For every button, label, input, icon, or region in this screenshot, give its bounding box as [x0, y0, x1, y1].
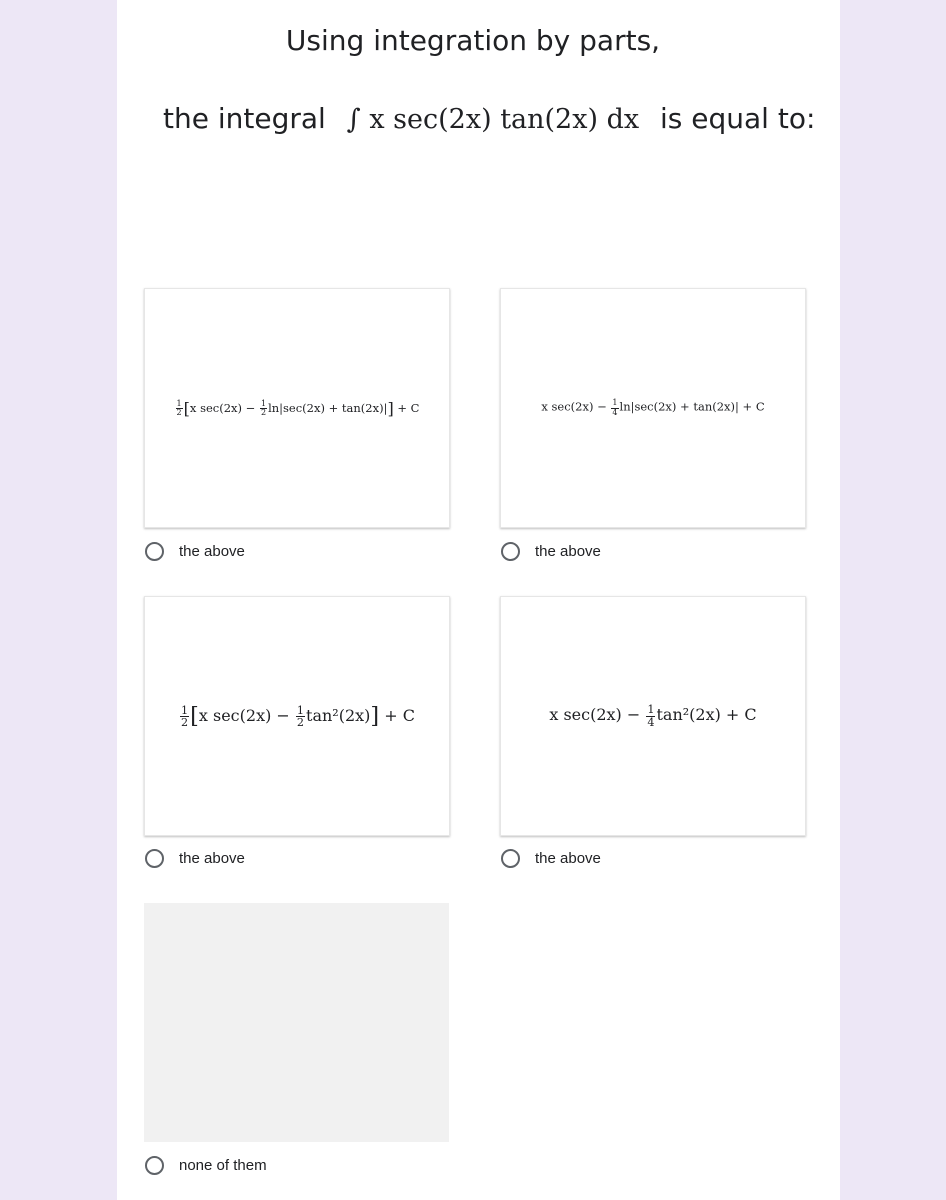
option-1-choice[interactable]: [145, 542, 245, 561]
option-4-formula: x sec(2x) − $\frac{1}{4}$ tan²(2x) + C: [549, 703, 757, 729]
inner-fraction: $\frac{1}{4}$: [612, 398, 618, 417]
option-4-image: [500, 596, 806, 836]
option-3-formula: $\frac{1}{2}$ [x sec(2x) − $\frac{1}{2}$ tan²(2x)] + C: [181, 703, 415, 729]
option-2-choice[interactable]: [501, 542, 601, 561]
option-2-label: the above: [535, 543, 601, 560]
coef-fraction: $\frac{1}{2}$: [181, 703, 189, 729]
inner-fraction: $\frac{1}{2}$: [296, 703, 305, 729]
inner-fraction: $\frac{1}{2}$: [260, 398, 267, 417]
question-title: Using integration by parts,: [285, 24, 661, 57]
radio-button[interactable]: [145, 849, 164, 868]
question-prefix: the integral: [163, 102, 326, 135]
question-suffix: is equal to:: [660, 102, 816, 135]
option-5-choice[interactable]: [145, 1156, 267, 1175]
option-4-label: the above: [535, 850, 601, 867]
option-5-image: [144, 903, 449, 1142]
option-3-choice[interactable]: [145, 849, 245, 868]
option-1-label: the above: [179, 543, 245, 560]
radio-button[interactable]: [145, 542, 164, 561]
inner-fraction: $\frac{1}{4}$: [647, 703, 655, 729]
radio-button[interactable]: [501, 542, 520, 561]
option-1-formula: $\frac{1}{2}$ [x sec(2x) − $\frac{1}{2}$ ln|sec(2x) + tan(2x)|] + C: [176, 398, 420, 418]
integral-expression: ∫ x sec(2x) tan(2x) dx: [346, 104, 640, 135]
question-text: [163, 102, 815, 135]
coef-fraction: $\frac{1}{2}$: [176, 398, 182, 417]
option-5-label: none of them: [179, 1157, 267, 1174]
option-4-choice[interactable]: [501, 849, 601, 868]
radio-button[interactable]: [145, 1156, 164, 1175]
option-3-label: the above: [179, 850, 245, 867]
option-2-formula: x sec(2x) − $\frac{1}{4}$ ln|sec(2x) + tan(2x)| + C: [541, 398, 765, 417]
option-3-image: [144, 596, 450, 836]
option-1-image: [144, 288, 450, 528]
radio-button[interactable]: [501, 849, 520, 868]
option-2-image: [500, 288, 806, 528]
